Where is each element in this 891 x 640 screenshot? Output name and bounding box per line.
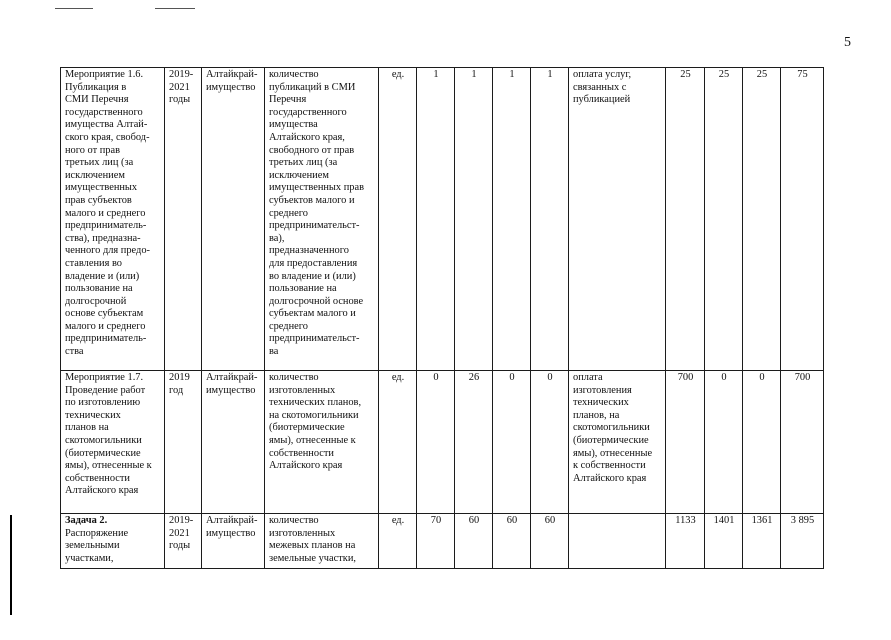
indicator-value-cell: 0 xyxy=(417,371,455,514)
funding-value-cell: 1401 xyxy=(705,514,743,569)
indicator-value-cell: 1 xyxy=(455,68,493,371)
period-cell: 2019 год xyxy=(165,371,202,514)
task-heading: Задача 2. xyxy=(65,515,108,526)
table-row xyxy=(61,371,824,514)
indicator-value-cell: 60 xyxy=(493,514,531,569)
measure-name-cell: Мероприятие 1.7. Проведение работ по изготовлению технических планов на скотомогильники (биотермические ямы), отнесенные к собственности Алтайского края xyxy=(61,371,165,514)
funding-value-cell: 1133 xyxy=(666,514,705,569)
indicator-cell: количество изготовленных межевых планов на земельные участки, xyxy=(265,514,379,569)
funding-value-cell: 0 xyxy=(743,371,781,514)
cost-description-cell xyxy=(569,514,666,569)
indicator-value-cell: 70 xyxy=(417,514,455,569)
unit-cell: ед. xyxy=(379,514,417,569)
executor-cell: Алтайкрай- имущество xyxy=(202,68,265,371)
measure-name-cell: Мероприятие 1.6. Публикация в СМИ Перечня государственного имущества Алтай- ского края, свобод- ного от прав третьих лиц (за исключением имущественных прав субъектов малого и среднего предприниматель- ства), предназна- ченного для предо- ставления во владение и (или) пользование на долгосрочной основе субъектам малого и среднего предприниматель- ства xyxy=(61,68,165,371)
indicator-value-cell: 60 xyxy=(455,514,493,569)
executor-cell: Алтайкрай- имущество xyxy=(202,371,265,514)
program-measures-table xyxy=(60,67,824,569)
indicator-value-cell: 0 xyxy=(493,371,531,514)
scan-artifact-mark xyxy=(55,8,93,9)
indicator-value-cell: 1 xyxy=(417,68,455,371)
indicator-value-cell: 26 xyxy=(455,371,493,514)
funding-value-cell: 25 xyxy=(743,68,781,371)
period-cell: 2019- 2021 годы xyxy=(165,68,202,371)
unit-cell: ед. xyxy=(379,371,417,514)
scan-edge-line xyxy=(10,515,12,615)
funding-value-cell: 25 xyxy=(705,68,743,371)
page-number: 5 xyxy=(844,35,851,50)
indicator-cell: количество изготовленных технических планов, на скотомогильники (биотермические ямы), отнесенные к собственности Алтайского края xyxy=(265,371,379,514)
indicator-value-cell: 1 xyxy=(493,68,531,371)
funding-total-cell: 75 xyxy=(781,68,824,371)
unit-cell: ед. xyxy=(379,68,417,371)
funding-value-cell: 0 xyxy=(705,371,743,514)
cost-description-cell: оплата услуг, связанных с публикацией xyxy=(569,68,666,371)
indicator-value-cell: 0 xyxy=(531,371,569,514)
funding-total-cell: 3 895 xyxy=(781,514,824,569)
indicator-value-cell: 60 xyxy=(531,514,569,569)
funding-value-cell: 700 xyxy=(666,371,705,514)
table-row xyxy=(61,514,824,569)
indicator-cell: количество публикаций в СМИ Перечня государственного имущества Алтайского края, свободного от прав третьих лиц (за исключением имущественных прав субъектов малого и среднего предпринимательст- ва), предназначенного для предоставления во владение и (или) пользование на долгосрочной основе субъектам малого и среднего предпринимательст- ва xyxy=(265,68,379,371)
funding-value-cell: 25 xyxy=(666,68,705,371)
funding-value-cell: 1361 xyxy=(743,514,781,569)
indicator-value-cell: 1 xyxy=(531,68,569,371)
executor-cell: Алтайкрай- имущество xyxy=(202,514,265,569)
task-name-cell: Задача 2. Распоряжение земельными участками, xyxy=(61,514,165,569)
period-cell: 2019- 2021 годы xyxy=(165,514,202,569)
cost-description-cell: оплата изготовления технических планов, на скотомогильники (биотермические ямы), отнесенные к собственности Алтайского края xyxy=(569,371,666,514)
table-row xyxy=(61,68,824,371)
funding-total-cell: 700 xyxy=(781,371,824,514)
scan-artifact-mark xyxy=(155,8,195,9)
